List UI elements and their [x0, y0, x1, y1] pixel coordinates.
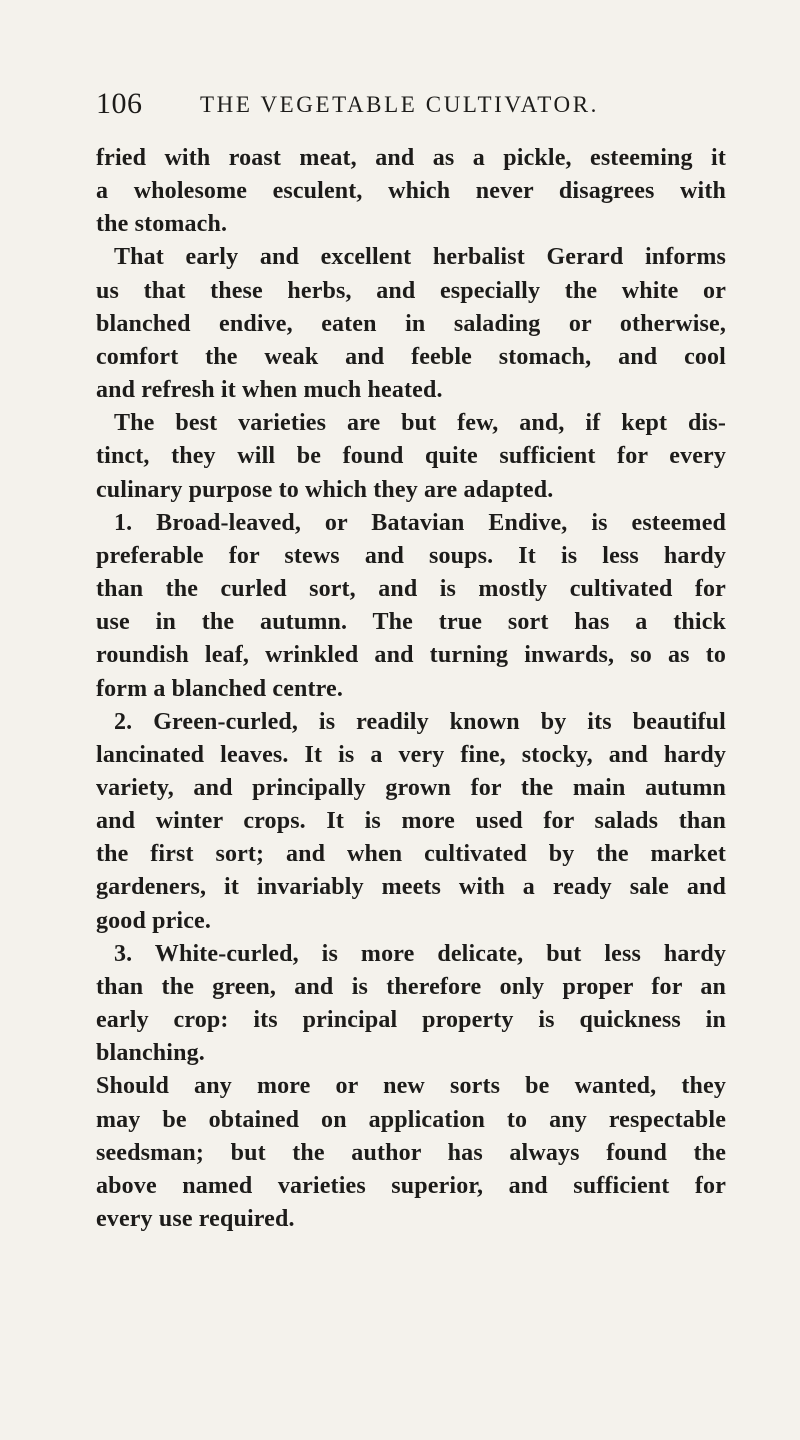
text-line: 1. Broad-leaved, or Batavian Endive, is esteemed: [114, 509, 726, 536]
text-line: preferable for stews and soups. It is less hardy: [96, 542, 726, 569]
text-line: fried with roast meat, and as a pickle, esteeming it: [96, 145, 726, 171]
text-line: gardeners, it invariably meets with a ready sale and: [96, 874, 726, 901]
text-line: early crop: its principal property is quickness in: [96, 1007, 726, 1034]
paragraph-green-curled: [96, 706, 726, 938]
paragraph-continuation: [96, 142, 726, 241]
text-line: than the green, and is therefore only proper for an: [96, 973, 726, 1000]
text-line: above named varieties superior, and sufficient for: [96, 1172, 726, 1199]
text-line: That early and excellent herbalist Gerard informs: [114, 244, 726, 271]
text-line: blanching.: [96, 1040, 205, 1067]
text-line: comfort the weak and feeble stomach, and cool: [96, 343, 726, 370]
text-line: The best varieties are but few, and, if kept dis-: [114, 410, 726, 437]
text-line: and refresh it when much heated.: [96, 377, 443, 404]
text-line: and winter crops. It is more used for salads than: [96, 808, 726, 835]
text-line: blanched endive, eaten in salading or otherwise,: [96, 310, 726, 337]
text-line: culinary purpose to which they are adapted.: [96, 476, 554, 503]
text-line: every use required.: [96, 1206, 295, 1232]
text-line: use in the autumn. The true sort has a thick: [96, 609, 726, 636]
text-line: Should any more or new sorts be wanted, they: [96, 1073, 726, 1100]
body-text: [96, 142, 726, 1236]
paragraph-broad-leaved: [96, 507, 726, 706]
paragraph-new-sorts: [96, 1070, 726, 1236]
page-number: 106: [96, 87, 143, 120]
text-line: than the curled sort, and is mostly cultivated for: [96, 576, 726, 603]
text-line: variety, and principally grown for the main autumn: [96, 774, 726, 801]
paragraph-gerard: [96, 241, 726, 407]
text-line: tinct, they will be found quite sufficient for every: [96, 443, 726, 470]
text-line: seedsman; but the author has always found the: [96, 1139, 726, 1166]
text-line: lancinated leaves. It is a very fine, stocky, and hardy: [96, 741, 726, 768]
paragraph-varieties: [96, 407, 726, 506]
text-line: 3. White-curled, is more delicate, but less hardy: [114, 940, 726, 967]
text-line: good price.: [96, 907, 211, 934]
text-line: roundish leaf, wrinkled and turning inwards, so as to: [96, 642, 726, 669]
running-head: [96, 84, 736, 124]
text-line: may be obtained on application to any respectable: [96, 1106, 726, 1133]
text-line: form a blanched centre.: [96, 675, 343, 702]
text-line: a wholesome esculent, which never disagrees with: [96, 178, 726, 205]
text-line: the first sort; and when cultivated by the market: [96, 841, 726, 868]
paragraph-white-curled: [96, 938, 726, 1071]
text-line: us that these herbs, and especially the white or: [96, 277, 726, 304]
text-line: 2. Green-curled, is readily known by its beautiful: [114, 708, 726, 735]
text-line: the stomach.: [96, 211, 228, 238]
running-title: THE VEGETABLE CULTIVATOR.: [200, 92, 600, 117]
